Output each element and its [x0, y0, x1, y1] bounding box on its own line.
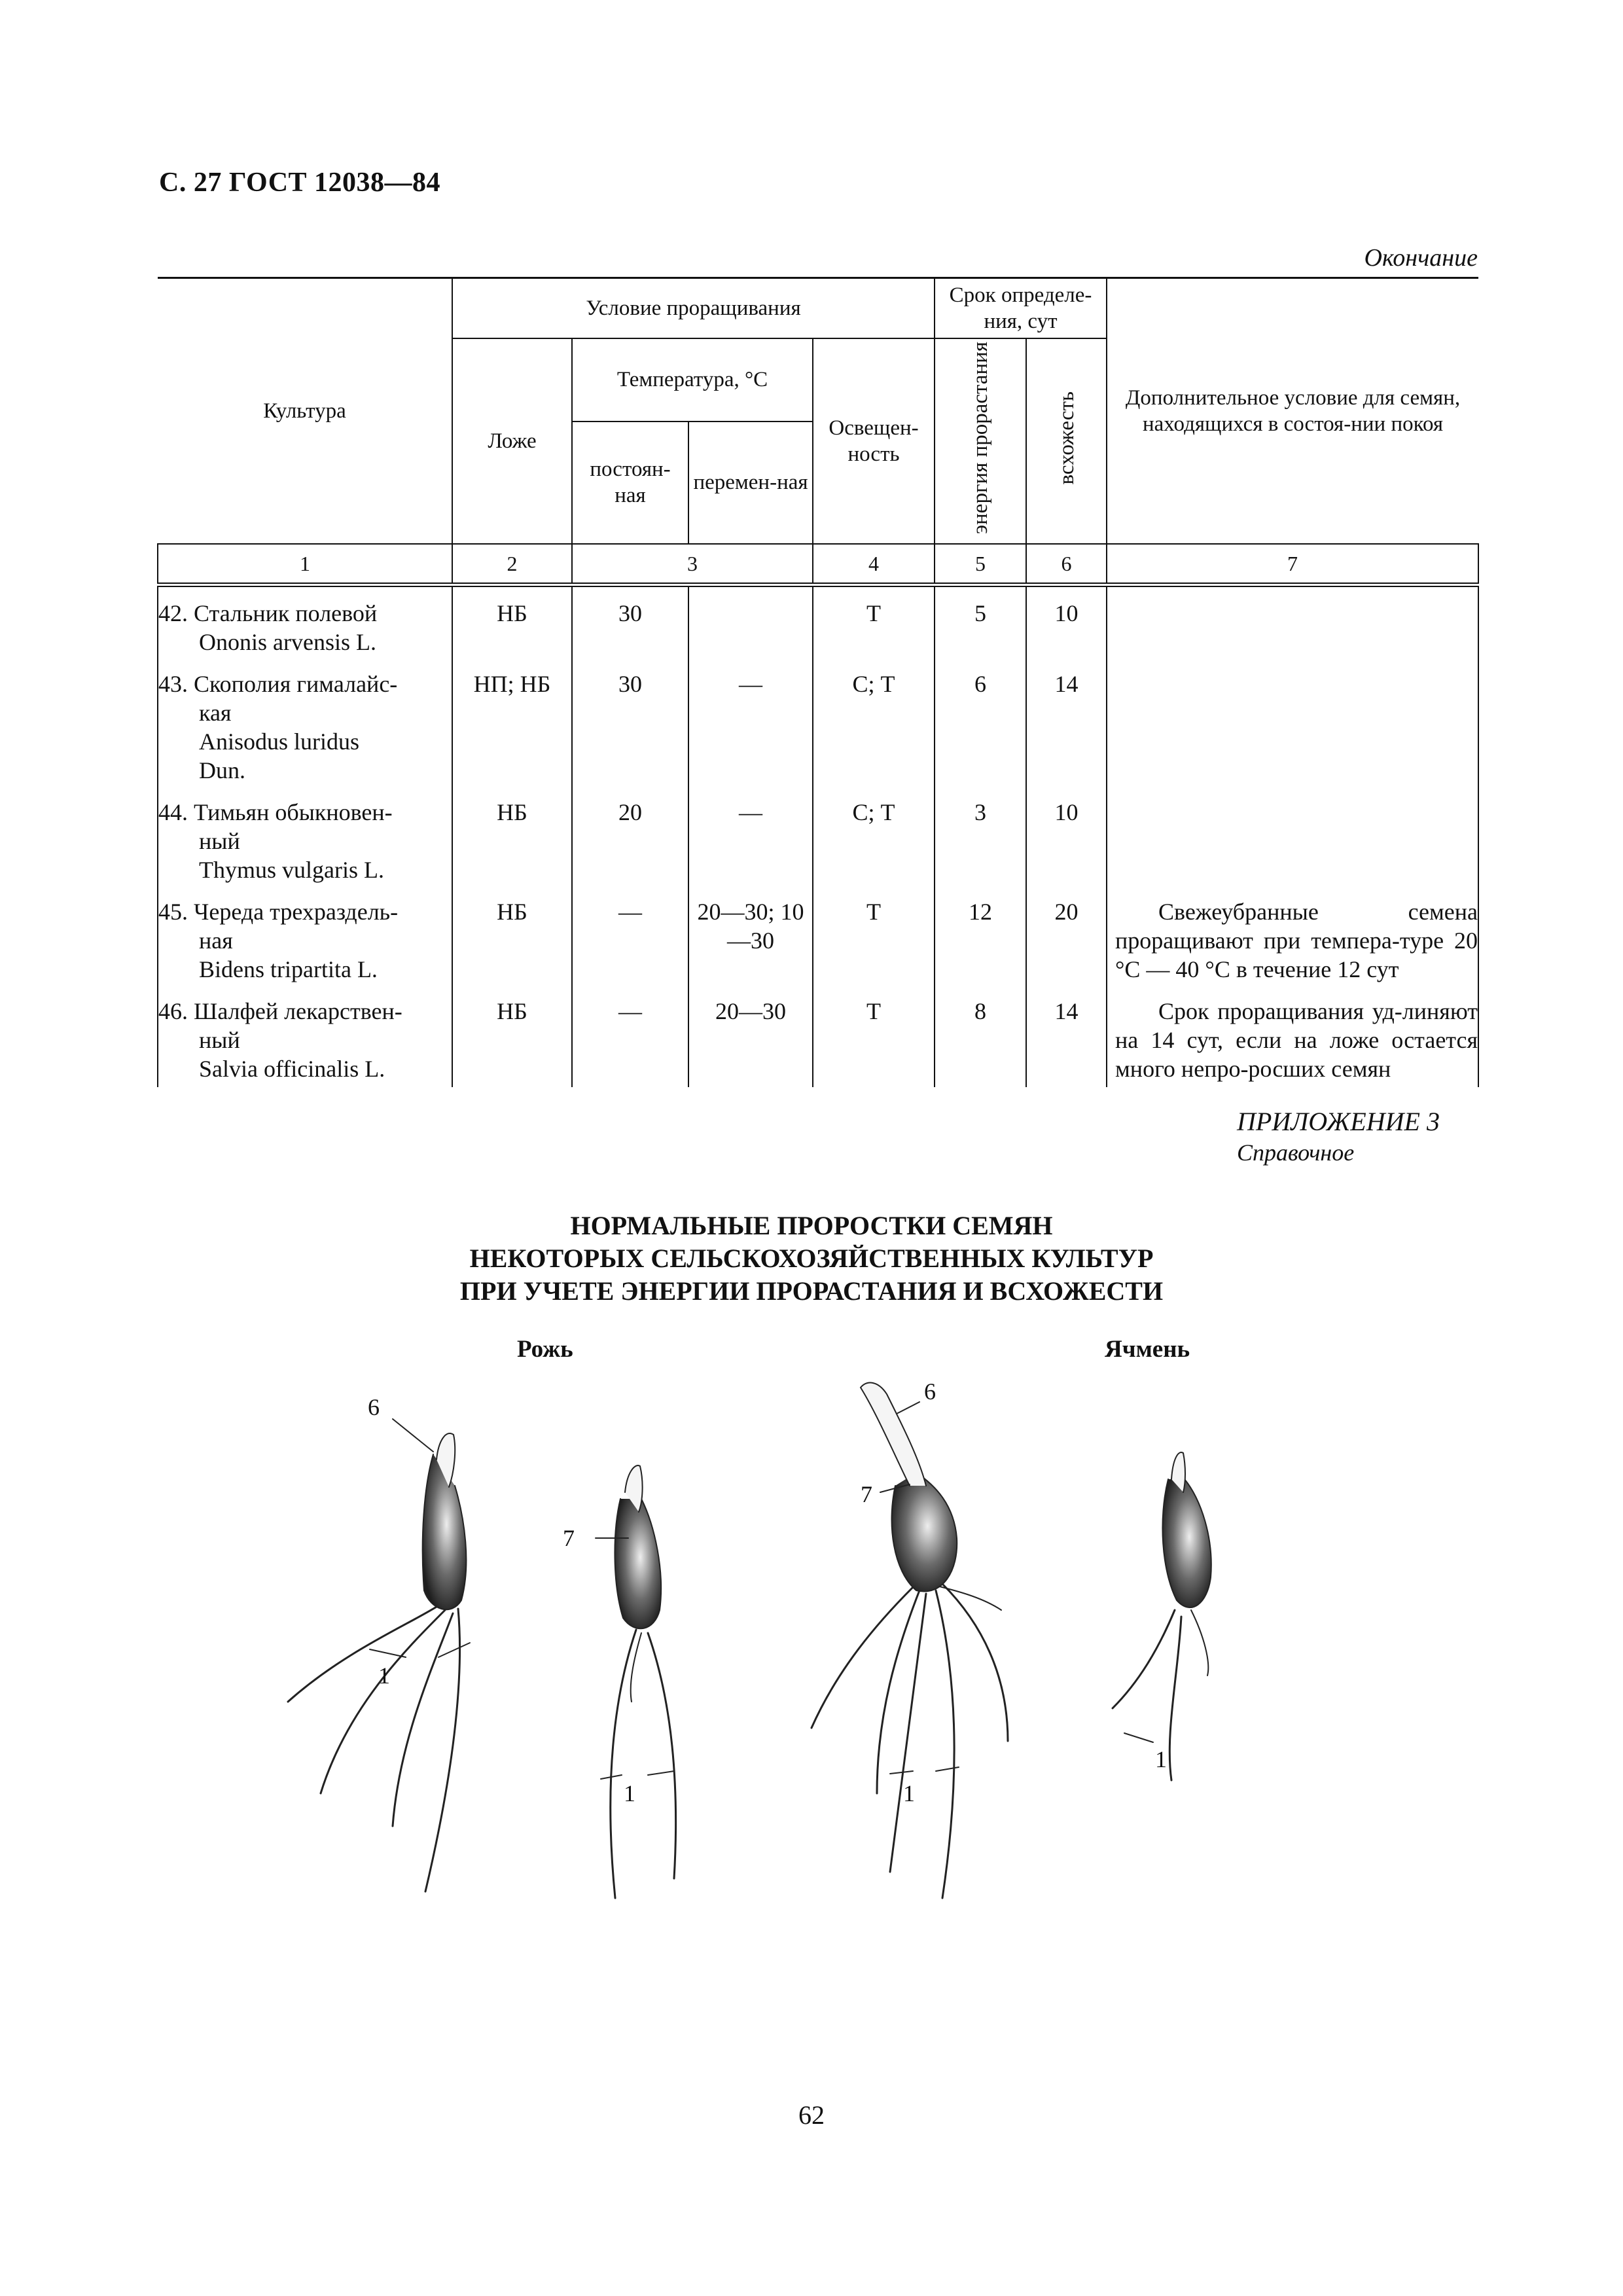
col-bed: Ложе — [452, 338, 572, 544]
col-number: 7 — [1107, 544, 1478, 585]
germination-cell: 20 — [1026, 886, 1107, 985]
energy-cell: 12 — [935, 886, 1026, 985]
rye-seedling-2 — [596, 1465, 676, 1898]
label-7-rye: 7 — [563, 1525, 575, 1551]
temp-constant-cell: 30 — [572, 585, 688, 658]
temp-constant-cell: 30 — [572, 658, 688, 786]
col-lighting: Освещен-ность — [813, 338, 935, 544]
label-1-rye: 1 — [378, 1662, 390, 1689]
page-header: С. 27 ГОСТ 12038—84 — [159, 168, 441, 198]
culture-name: 44. Тимьян обыкновен- — [158, 799, 393, 826]
col-culture: Культура — [158, 278, 452, 545]
col-additional: Дополнительное условие для семян, находящихся в состоя-нии покоя — [1107, 278, 1478, 545]
culture-latin-name: Salvia officinalis L. — [199, 1056, 385, 1083]
table-spacer-cell — [1107, 1085, 1478, 1087]
col-germination — [1026, 338, 1107, 544]
table-row — [158, 658, 1478, 786]
col-constant: постоян-ная — [572, 422, 688, 544]
table-spacer-cell — [935, 1085, 1026, 1087]
table-row — [158, 786, 1478, 886]
culture-cell — [158, 985, 452, 1085]
table-row — [158, 585, 1478, 658]
col-energy-label: энергия прорастания — [969, 342, 993, 535]
energy-cell: 6 — [935, 658, 1026, 786]
additional-condition-cell — [1107, 585, 1478, 658]
energy-cell: 8 — [935, 985, 1026, 1085]
culture-name-continued: ный — [199, 828, 240, 855]
culture-name: 46. Шалфей лекарствен- — [158, 998, 402, 1025]
col-energy — [935, 338, 1026, 544]
additional-condition-text: Срок проращивания уд-линяют на 14 сут, если на ложе остается много непро-росших семян — [1115, 998, 1478, 1083]
table-spacer-cell — [688, 1085, 813, 1087]
col-number: 2 — [452, 544, 572, 585]
lighting-cell: Т — [813, 585, 935, 658]
table-row — [158, 886, 1478, 985]
bed-cell: НБ — [452, 585, 572, 658]
temp-constant-cell: — — [572, 886, 688, 985]
column-number-row — [158, 544, 1478, 585]
col-number: 3 — [572, 544, 813, 585]
temp-variable-cell: — — [688, 658, 813, 786]
bed-cell: НБ — [452, 985, 572, 1085]
table-spacer-cell — [572, 1085, 688, 1087]
table-spacer-cell — [158, 1085, 452, 1087]
seedlings-illustration — [249, 1374, 1270, 1937]
col-temperature: Температура, °С — [572, 338, 813, 422]
page-number: 62 — [798, 2100, 825, 2130]
table-spacer-cell — [813, 1085, 935, 1087]
barley-seedling-2 — [1113, 1452, 1211, 1780]
col-number: 6 — [1026, 544, 1107, 585]
culture-latin-name: Ononis arvensis L. — [199, 629, 376, 656]
col-conditions: Условие проращивания — [452, 278, 935, 339]
appendix-label: ПРИЛОЖЕНИЕ 3 — [1237, 1107, 1440, 1136]
lighting-cell: С; Т — [813, 658, 935, 786]
temp-variable-cell: — — [688, 786, 813, 886]
additional-condition-cell — [1107, 886, 1478, 985]
bed-cell: НБ — [452, 786, 572, 886]
col-germination-label: всхожесть — [1054, 391, 1079, 485]
culture-name-continued: ная — [199, 927, 233, 954]
energy-cell: 3 — [935, 786, 1026, 886]
col-variable: перемен-ная — [688, 422, 813, 544]
additional-condition-text: Свежеубранные семена проращивают при темпера-туре 20 °С — 40 °С в течение 12 сут — [1115, 899, 1478, 983]
germination-cell: 10 — [1026, 585, 1107, 658]
col-number: 1 — [158, 544, 452, 585]
table-row — [158, 985, 1478, 1085]
col-number: 4 — [813, 544, 935, 585]
lighting-cell: С; Т — [813, 786, 935, 886]
temp-constant-cell: — — [572, 985, 688, 1085]
culture-name: 45. Череда трехраздель- — [158, 899, 399, 925]
col-number: 5 — [935, 544, 1026, 585]
lighting-cell: Т — [813, 985, 935, 1085]
appendix-title — [0, 1210, 1623, 1308]
barley-seedling-1 — [812, 1383, 1008, 1898]
bed-cell: НБ — [452, 886, 572, 985]
additional-condition-cell — [1107, 985, 1478, 1085]
appendix-subtitle: Справочное — [1237, 1139, 1355, 1166]
culture-latin-name: Dun. — [199, 757, 245, 784]
label-7-barley: 7 — [861, 1481, 872, 1507]
barley-caption: Ячмень — [1105, 1336, 1190, 1363]
label-6-rye: 6 — [368, 1394, 380, 1420]
culture-cell — [158, 886, 452, 985]
culture-cell — [158, 585, 452, 658]
col-term: Срок определе-ния, сут — [935, 278, 1107, 339]
table-spacer-cell — [452, 1085, 572, 1087]
energy-cell: 5 — [935, 585, 1026, 658]
culture-cell — [158, 658, 452, 786]
germination-table — [157, 277, 1479, 1087]
rye-seedling-1 — [288, 1419, 470, 1892]
rye-caption: Рожь — [517, 1336, 573, 1363]
title-line: НОРМАЛЬНЫЕ ПРОРОСТКИ СЕМЯН — [570, 1211, 1053, 1240]
label-1-barley: 1 — [903, 1780, 915, 1806]
table-continuation-label: Окончание — [1364, 244, 1478, 272]
title-line: ПРИ УЧЕТЕ ЭНЕРГИИ ПРОРАСТАНИЯ И ВСХОЖЕСТИ — [459, 1276, 1164, 1306]
title-line: НЕКОТОРЫХ СЕЛЬСКОХОЗЯЙСТВЕННЫХ КУЛЬТУР — [469, 1244, 1154, 1273]
lighting-cell: Т — [813, 886, 935, 985]
temp-variable-cell — [688, 585, 813, 658]
label-1-rye-2: 1 — [624, 1780, 635, 1806]
table-spacer-cell — [1026, 1085, 1107, 1087]
label-1-barley-2: 1 — [1155, 1746, 1167, 1772]
bed-cell: НП; НБ — [452, 658, 572, 786]
germination-cell: 10 — [1026, 786, 1107, 886]
culture-name-continued: кая — [199, 700, 232, 726]
culture-latin-name: Thymus vulgaris L. — [199, 857, 384, 884]
temp-variable-cell: 20—30 — [688, 985, 813, 1085]
label-6-barley: 6 — [924, 1378, 936, 1405]
germination-cell: 14 — [1026, 985, 1107, 1085]
culture-name: 42. Стальник полевой — [158, 600, 378, 627]
additional-condition-cell — [1107, 658, 1478, 786]
culture-name-continued: ный — [199, 1027, 240, 1054]
culture-name: 43. Скополия гималайс- — [158, 671, 398, 698]
additional-condition-cell — [1107, 786, 1478, 886]
culture-cell — [158, 786, 452, 886]
temp-variable-cell: 20—30; 10—30 — [688, 886, 813, 985]
culture-latin-name: Anisodus luridus — [199, 728, 360, 755]
table-spacer-row — [158, 1085, 1478, 1087]
germination-cell: 14 — [1026, 658, 1107, 786]
culture-latin-name: Bidens tripartita L. — [199, 956, 378, 983]
temp-constant-cell: 20 — [572, 786, 688, 886]
